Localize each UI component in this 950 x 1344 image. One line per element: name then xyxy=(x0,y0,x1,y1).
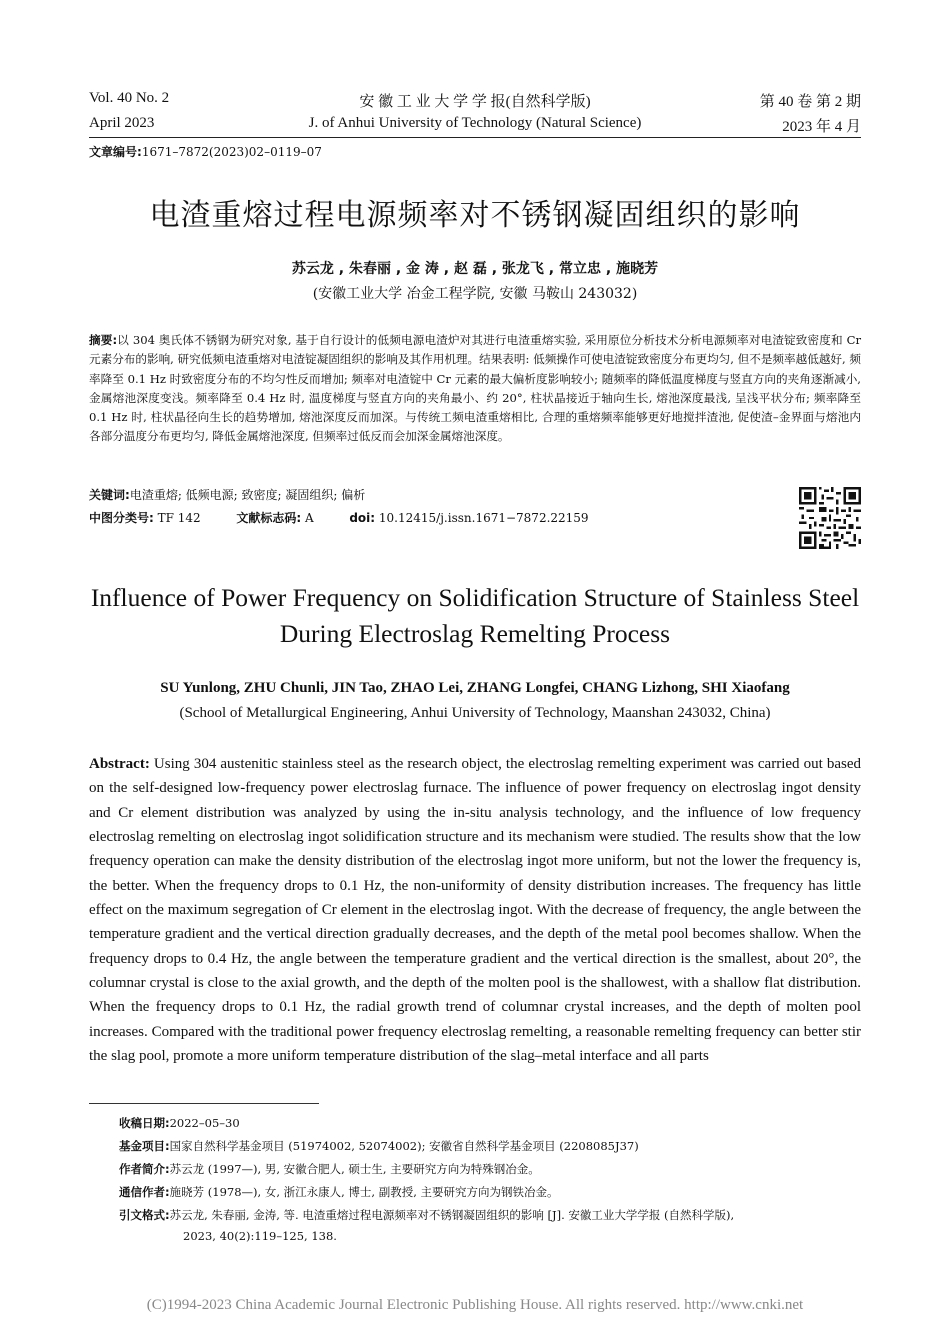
article-number xyxy=(89,143,322,160)
doc-code-value: A xyxy=(305,511,314,525)
journal-name-en: J. of Anhui University of Technology (Natural Science) xyxy=(308,115,642,131)
keywords-cn-text: 电渣重熔; 低频电源; 致密度; 凝固组织; 偏析 xyxy=(129,488,366,502)
corresponding-label: 通信作者: xyxy=(119,1185,170,1199)
affiliation-cn: (安徽工业大学 冶金工程学院, 安徽 马鞍山 243032) xyxy=(312,286,638,302)
abstract-cn xyxy=(89,331,861,447)
article-number-value: 1671–7872(2023)02–0119–07 xyxy=(141,145,322,159)
citation-continued: 2023, 40(2):119–125, 138. xyxy=(183,1229,337,1243)
author-bio-value: 苏云龙 (1997—), 男, 安徽合肥人, 硕士生, 主要研究方向为特殊钢冶金。 xyxy=(169,1162,540,1176)
citation-label: 引文格式: xyxy=(119,1208,170,1222)
copyright-footer: (C)1994-2023 China Academic Journal Electronic Publishing House. All rights reserved. http://www.cnki.net xyxy=(146,1297,804,1313)
corresponding-value: 施晓芳 (1978—), 女, 浙江永康人, 博士, 副教授, 主要研究方向为钢铁冶金。 xyxy=(169,1185,559,1199)
volume-cn: 第 40 卷 第 2 期 xyxy=(759,94,861,110)
footnote-rule xyxy=(89,1103,319,1104)
fund-label: 基金项目: xyxy=(119,1139,170,1153)
author-bio-label: 作者简介: xyxy=(119,1162,170,1176)
keywords-cn xyxy=(89,486,365,503)
article-number-label: 文章编号: xyxy=(89,145,142,159)
authors-en: SU Yunlong, ZHU Chunli, JIN Tao, ZHAO Lei, ZHANG Longfei, CHANG Lizhong, SHI Xiaofang xyxy=(160,680,790,696)
footnote-citation xyxy=(119,1204,864,1226)
classification-line xyxy=(89,509,589,526)
abstract-en xyxy=(89,752,861,1068)
affiliation-en: (School of Metallurgical Engineering, Anhui University of Technology, Maanshan 243032, China) xyxy=(179,705,771,721)
footnote-author xyxy=(119,1158,864,1180)
title-en-line1: Influence of Power Frequency on Solidification Structure of Stainless Steel xyxy=(90,583,860,612)
clc-label: 中图分类号: xyxy=(89,511,154,525)
title-cn: 电渣重熔过程电源频率对不锈钢凝固组织的影响 xyxy=(149,198,801,233)
doi-value: 10.12415/j.issn.1671−7872.22159 xyxy=(378,511,589,525)
abstract-cn-text: 以 304 奥氏体不锈钢为研究对象, 基于自行设计的低频电源电渣炉对其进行电渣重熔实验, 采用原位分析技术分析电源频率对电渣锭致密度和 Cr 元素分布的影响, 研究低频电渣重熔对电渣锭凝固组织的影响及其作用机理。结果表明: 低频操作可使电渣锭致密度分布更均匀, 但不是频率越低越好, 频率降至 0.1 Hz 时致密度分布的不均匀性反而增加; 频率对电渣锭中 Cr 元素的最大偏析度影响较小; 随频率的降低温度梯度与竖直方向的夹角逐渐减小, 金属熔池深度变浅。频率降至 0.4 Hz 时, 温度梯度与竖直方向的夹角最小、约 20°, 柱状晶接近于轴向生长, 熔池深度最浅, 呈浅平状分布; 频率降至 0.1 Hz 时, 柱状晶径向生长的趋势增加, 熔池深度反而加深。与传统工频电渣重熔相比, 合理的重熔频率能够更好地搅拌渣池, 促使渣–金界面与熔池内各部分温度分布更均匀, 降低金属熔池深度, 但频率过低反而会加深金属熔池深度。 xyxy=(89,333,861,444)
abstract-en-text: Using 304 austenitic stainless steel as the research object, the electroslag remelting experiment was carried out based on the self-designed low-frequency power electroslag furnace. The influence of power frequency on electroslag ingot density and Cr element distribution was analyzed by using the in-situ analysis technology, and the influence of low frequency electroslag remelting on electroslag ingot solidification structure and its mechanism were studied. The results show that the low frequency operation can make the density distribution of the electroslag ingot more uniform, but not the lower the frequency is, the better. When the frequency drops to 0.1 Hz, the non-uniformity of density distribution increases. The frequency has little effect on the maximum segregation of Cr element in the electroslag ingot. With the decrease of frequency, the angle between the temperature gradient and the vertical direction gradually decreases, and the depth of the metal pool becomes shallow. When the frequency drops to 0.4 Hz, the angle between the temperature gradient and the vertical direction is the smallest, about 20°, the columnar crystal is close to the axial growth, and the depth of the molten pool is the shallowest, with a shallow flat distribution. When the frequency drops to 0.1 Hz, the radial growth trend of columnar crystal increases, and the depth of molten pool increases. Compared with the traditional power frequency electroslag remelting, a reasonable remelting frequency can better stir the slag pool, promote a more uniform temperature distribution of the slag–metal interface and all parts xyxy=(89,756,861,1065)
fund-value: 国家自然科学基金项目 (51974002, 52074002); 安徽省自然科学基金项目 (2208085J37) xyxy=(169,1139,639,1153)
received-label: 收稿日期: xyxy=(119,1116,170,1130)
authors-cn: 苏云龙 , 朱春丽 , 金 涛 , 赵 磊 , 张龙飞 , 常立忠 , 施晓芳 xyxy=(291,261,659,277)
footnote-received xyxy=(119,1112,864,1134)
title-en-line2: During Electroslag Remelting Process xyxy=(279,619,671,648)
volume-number: Vol. 40 No. 2 xyxy=(89,90,170,106)
issue-date-cn: 2023 年 4 月 xyxy=(782,119,861,135)
received-value: 2022–05–30 xyxy=(169,1116,240,1130)
journal-name-cn: 安 徽 工 业 大 学 学 报(自然科学版) xyxy=(359,94,591,110)
footnote-corresponding xyxy=(119,1181,864,1203)
title-en xyxy=(0,580,950,652)
clc-value: TF 142 xyxy=(157,511,201,525)
citation-value: 苏云龙, 朱春丽, 金涛, 等. 电渣重熔过程电源频率对不锈钢凝固组织的影响 [J]. 安徽工业大学学报 (自然科学版), xyxy=(169,1208,735,1222)
qr-code-icon xyxy=(798,486,862,550)
issue-date-en: April 2023 xyxy=(89,115,155,131)
abstract-en-label: Abstract: xyxy=(89,756,150,772)
keywords-cn-label: 关键词: xyxy=(89,488,130,502)
doi-label: doi: xyxy=(349,511,376,525)
abstract-cn-label: 摘要: xyxy=(89,333,118,347)
doc-code-label: 文献标志码: xyxy=(236,511,302,525)
footnote-fund xyxy=(119,1135,864,1157)
header-rule xyxy=(89,137,861,138)
